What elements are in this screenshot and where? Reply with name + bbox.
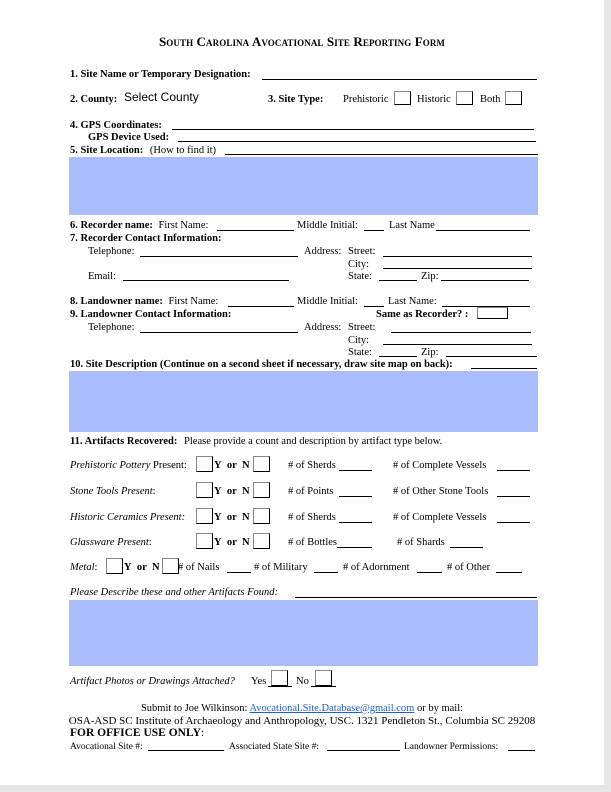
landowner-first-name-field[interactable] xyxy=(228,306,294,307)
office-permissions-field[interactable] xyxy=(508,750,535,751)
pottery-sherds-field[interactable] xyxy=(339,470,372,471)
photos-no-underline xyxy=(311,686,336,687)
landowner-last-label: Last Name: xyxy=(388,296,437,307)
metal-nails-label: # of Nails xyxy=(178,562,220,573)
recorder-contact-label: 7. Recorder Contact Information: xyxy=(70,233,222,244)
pottery-no-checkbox[interactable] xyxy=(253,456,270,472)
artifacts-label: 11. Artifacts Recovered: xyxy=(70,436,178,447)
site-type-prehistoric-label: Prehistoric xyxy=(343,94,389,105)
county-select[interactable]: Select County xyxy=(124,90,199,104)
site-name-field[interactable] xyxy=(262,79,537,80)
metal-yes-checkbox[interactable] xyxy=(106,558,123,574)
photos-no-checkbox[interactable] xyxy=(315,670,332,686)
historic-checkbox[interactable] xyxy=(456,91,473,105)
both-checkbox[interactable] xyxy=(505,91,522,105)
form-title: South Carolina Avocational Site Reporting Form xyxy=(158,34,446,49)
office-associated-label: Associated State Site #: xyxy=(229,742,319,752)
landowner-street-label: Street: xyxy=(348,322,376,333)
site-location-line xyxy=(225,154,538,155)
landowner-telephone-field[interactable] xyxy=(140,332,298,333)
metal-y-label: Y or N xyxy=(124,562,160,573)
landowner-zip-field[interactable] xyxy=(446,356,537,357)
metal-adornment-field[interactable] xyxy=(417,572,442,573)
landowner-middle-initial-field[interactable] xyxy=(364,306,384,307)
metal-military-label: # of Military xyxy=(254,562,308,573)
county-label: 2. County: xyxy=(70,94,118,105)
landowner-state-field[interactable] xyxy=(379,356,417,357)
recorder-street-field[interactable] xyxy=(383,256,532,257)
office-avocational-label: Avocational Site #: xyxy=(70,742,143,752)
gps-device-field[interactable] xyxy=(178,141,536,142)
recorder-first-name-field[interactable] xyxy=(217,230,294,231)
landowner-address-label: Address: xyxy=(304,322,342,333)
recorder-middle-label: Middle Initial: xyxy=(297,220,358,231)
site-location-label-group xyxy=(70,145,216,157)
recorder-name-label: 6. Recorder name: xyxy=(70,220,153,231)
site-name-label: 1. Site Name or Temporary Designation: xyxy=(70,69,251,80)
gps-device-label: GPS Device Used: xyxy=(88,132,170,143)
landowner-city-field[interactable] xyxy=(383,344,532,345)
stone-tools-label: Stone Tools Present: xyxy=(70,486,156,497)
site-location-textarea[interactable] xyxy=(69,157,538,215)
ceramics-sherds-label: # of Sherds xyxy=(288,512,336,523)
photos-yes-underline xyxy=(268,686,292,687)
metal-other-field[interactable] xyxy=(496,572,522,573)
recorder-telephone-label: Telephone: xyxy=(88,246,135,257)
submit-line: Submit to Joe Wilkinson: Avocational.Site.Database@gmail.com or by mail: xyxy=(140,703,464,714)
glassware-no-checkbox[interactable] xyxy=(253,533,270,549)
metal-adornment-label: # of Adornment xyxy=(343,562,410,573)
landowner-middle-label: Middle Initial: xyxy=(297,296,358,307)
landowner-contact-label: 9. Landowner Contact Information: xyxy=(70,309,232,320)
stone-tools-no-checkbox[interactable] xyxy=(253,482,270,498)
office-associated-field[interactable] xyxy=(327,750,400,751)
recorder-city-label: City: xyxy=(348,259,370,270)
gps-coordinates-field[interactable] xyxy=(172,129,534,130)
site-location-hint: (How to find it) xyxy=(149,145,217,156)
glassware-y-label: Y or N xyxy=(214,537,250,548)
metal-military-field[interactable] xyxy=(314,572,338,573)
recorder-city-field[interactable] xyxy=(383,268,532,269)
recorder-state-field[interactable] xyxy=(379,280,417,281)
artifacts-header xyxy=(70,436,442,448)
metal-other-label: # of Other xyxy=(447,562,491,573)
stone-tools-points-label: # of Points xyxy=(288,486,334,497)
ceramics-yes-checkbox[interactable] xyxy=(196,508,213,524)
photos-label: Artifact Photos or Drawings Attached? xyxy=(70,676,235,687)
same-as-recorder-checkbox[interactable] xyxy=(477,307,508,319)
stone-tools-other-field[interactable] xyxy=(497,496,530,497)
site-description-textarea[interactable] xyxy=(69,371,538,432)
artifacts-hint: Please provide a count and description by artifact type below. xyxy=(184,436,443,447)
recorder-email-label: Email: xyxy=(88,271,116,282)
ceramics-label: Historic Ceramics Present: xyxy=(70,512,186,523)
site-location-label: 5. Site Location: xyxy=(70,145,144,156)
photos-no-label: No xyxy=(296,676,309,687)
same-as-recorder-label: Same as Recorder? : xyxy=(376,309,469,320)
recorder-zip-label: Zip: xyxy=(421,271,439,282)
recorder-zip-field[interactable] xyxy=(441,280,529,281)
glassware-label: Glassware Present: xyxy=(70,537,152,548)
landowner-state-label: State: xyxy=(348,347,372,358)
recorder-last-label: Last Name xyxy=(389,220,435,231)
glassware-bottles-field[interactable] xyxy=(337,547,372,548)
recorder-email-field[interactable] xyxy=(123,280,289,281)
glassware-yes-checkbox[interactable] xyxy=(196,533,213,549)
stone-tools-yes-checkbox[interactable] xyxy=(196,482,213,498)
ceramics-sherds-field[interactable] xyxy=(339,522,372,523)
stone-tools-other-label: # of Other Stone Tools xyxy=(393,486,489,497)
describe-artifacts-label: Please Describe these and other Artifacts Found: xyxy=(70,587,279,598)
glassware-shards-field[interactable] xyxy=(450,547,483,548)
pottery-vessels-field[interactable] xyxy=(497,470,530,471)
landowner-street-field[interactable] xyxy=(391,332,531,333)
prehistoric-checkbox[interactable] xyxy=(394,91,411,105)
glassware-bottles-label: # of Bottles xyxy=(288,537,337,548)
office-permissions-label: Landowner Permissions: xyxy=(404,742,499,752)
site-type-both-label: Both xyxy=(480,94,501,105)
recorder-state-label: State: xyxy=(348,271,372,282)
ceramics-vessels-field[interactable] xyxy=(497,522,530,523)
site-type-historic-label: Historic xyxy=(417,94,451,105)
landowner-city-label: City: xyxy=(348,335,370,346)
describe-artifacts-line xyxy=(295,597,537,598)
landowner-name-label: 8. Landowner name: xyxy=(70,296,163,307)
recorder-first-label: First Name: xyxy=(158,220,209,231)
recorder-last-name-field[interactable] xyxy=(436,230,530,231)
photos-yes-checkbox[interactable] xyxy=(271,670,288,686)
submit-address: OSA-ASD SC Institute of Archaeology and Anthropology, USC. 1321 Pendleton St., Columbia SC 29208 xyxy=(68,715,536,727)
office-use-heading: FOR OFFICE USE ONLY: xyxy=(70,727,205,739)
metal-no-checkbox[interactable] xyxy=(162,558,179,574)
landowner-zip-label: Zip: xyxy=(421,347,439,358)
recorder-street-label: Street: xyxy=(348,246,376,257)
site-type-label: 3. Site Type: xyxy=(268,94,324,105)
stone-tools-y-label: Y or N xyxy=(214,486,250,497)
describe-artifacts-textarea[interactable] xyxy=(69,600,538,666)
gps-coordinates-label: 4. GPS Coordinates: xyxy=(70,120,162,131)
photos-yes-label: Yes xyxy=(251,676,267,687)
pottery-yes-checkbox[interactable] xyxy=(196,456,213,472)
recorder-middle-initial-field[interactable] xyxy=(364,230,384,231)
site-description-line xyxy=(471,368,537,369)
recorder-address-label: Address: xyxy=(304,246,342,257)
metal-label: Metal: xyxy=(70,562,98,573)
metal-nails-field[interactable] xyxy=(227,572,251,573)
landowner-name-row xyxy=(70,296,218,308)
pottery-y-label: Y or N xyxy=(214,460,250,471)
ceramics-y-label: Y or N xyxy=(214,512,250,523)
ceramics-vessels-label: # of Complete Vessels xyxy=(393,512,487,523)
glassware-shards-label: # of Shards xyxy=(397,537,445,548)
landowner-first-label: First Name: xyxy=(168,296,219,307)
pottery-label: Prehistoric Pottery Present: xyxy=(70,460,187,471)
ceramics-no-checkbox[interactable] xyxy=(253,508,270,524)
recorder-telephone-field[interactable] xyxy=(140,256,298,257)
pottery-vessels-label: # of Complete Vessels xyxy=(393,460,487,471)
recorder-name-row xyxy=(70,220,208,232)
landowner-telephone-label: Telephone: xyxy=(88,322,135,333)
stone-tools-points-field[interactable] xyxy=(339,496,372,497)
site-description-label: 10. Site Description (Continue on a second sheet if necessary, draw site map on back): xyxy=(70,359,453,370)
office-avocational-field[interactable] xyxy=(148,750,224,751)
submit-email-link[interactable]: Avocational.Site.Database@gmail.com xyxy=(249,703,415,714)
pottery-sherds-label: # of Sherds xyxy=(288,460,336,471)
